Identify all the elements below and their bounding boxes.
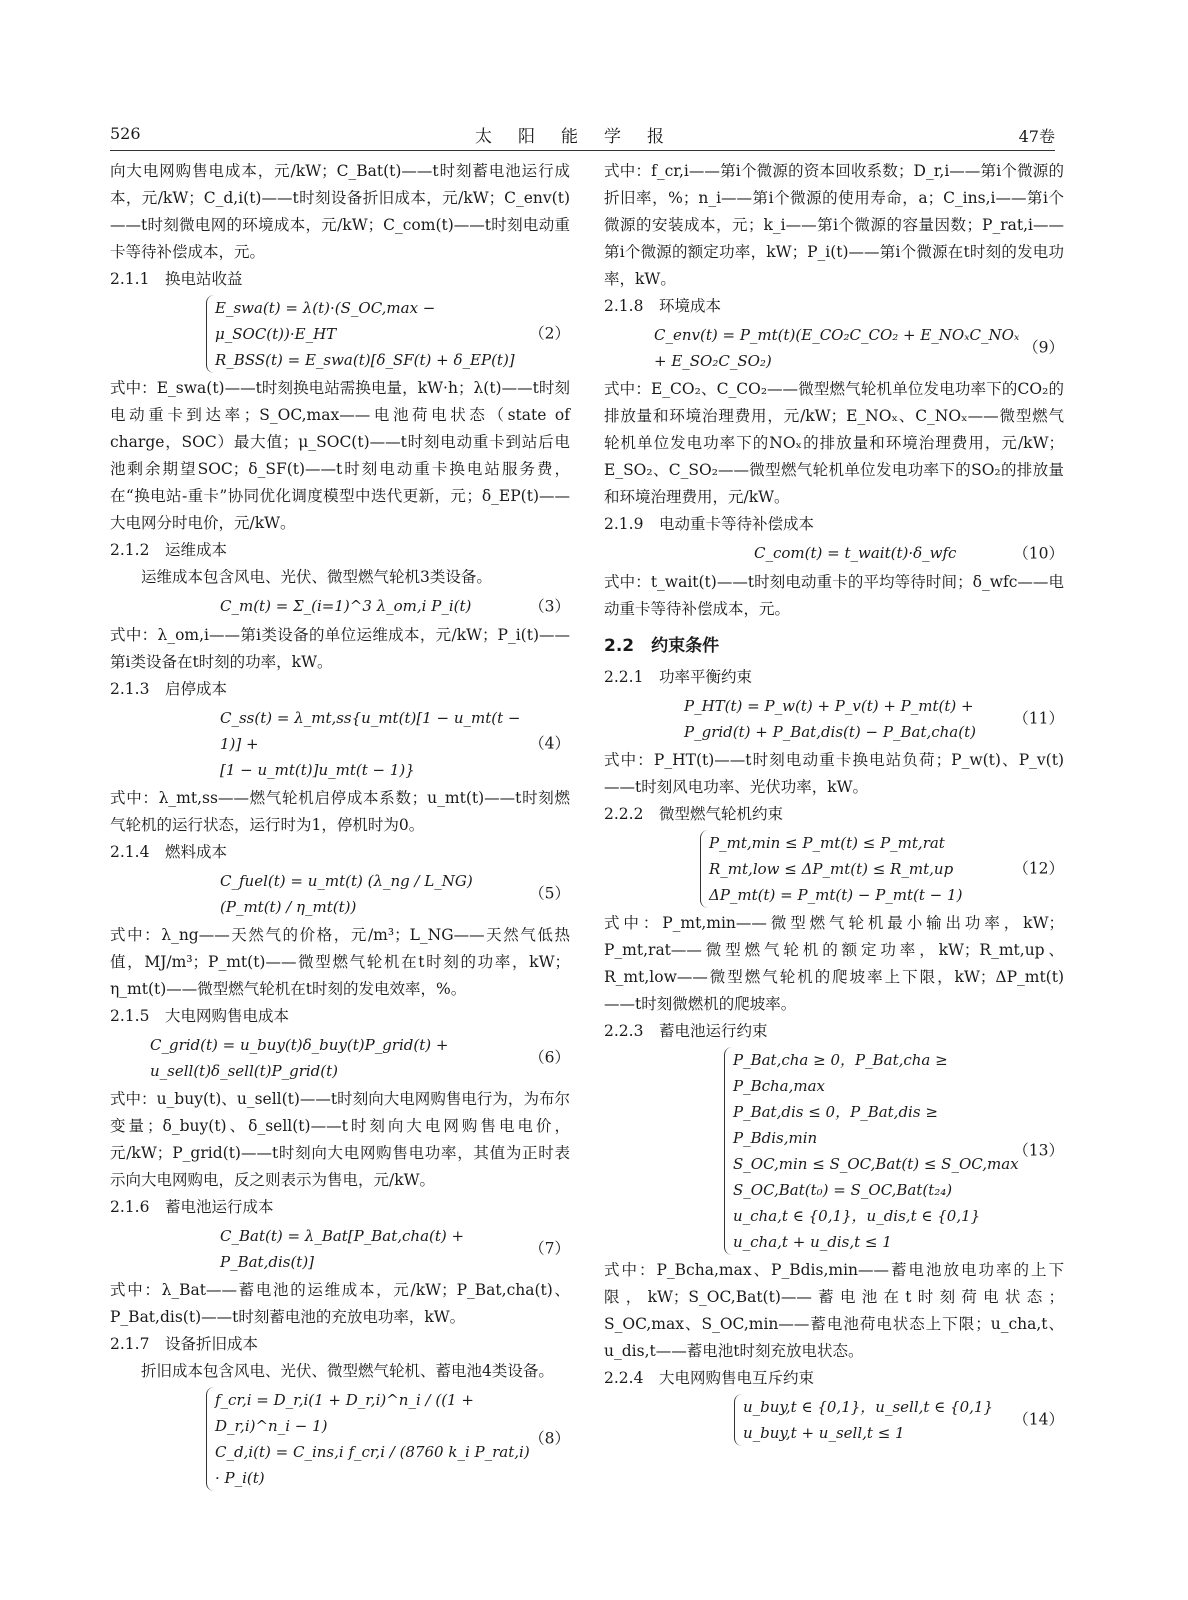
- left-column: [110, 158, 570, 1493]
- equation-body: P_HT(t) = P_w(t) + P_v(t) + P_mt(t) + P_grid(t) + P_Bat,dis(t) − P_Bat,cha(t): [684, 697, 976, 741]
- paragraph: 式中：E_swa(t)——t时刻换电站需换电量，kW·h；λ(t)——t时刻电动重卡到达率；S_OC,max——电池荷电状态（state of charge，SOC）最大值；μ_SOC(t)——t时刻电动重卡到站后电池剩余期望SOC；δ_SF(t)——t时刻电动重卡换电站服务费，在“换电站-重卡”协同优化调度模型中迭代更新，元；δ_EP(t)——大电网分时电价，元/kW。: [110, 379, 570, 532]
- right-column: [604, 158, 1064, 1448]
- equation-number: （14）: [1013, 1410, 1064, 1429]
- equation-9: [604, 322, 1064, 374]
- section-heading-2-1-9: 2.1.9 电动重卡等待补偿成本: [604, 515, 814, 533]
- equation-2: [110, 295, 570, 373]
- equation-body: u_buy,t ∈ {0,1}，u_sell,t ∈ {0,1} u_buy,t + u_sell,t ≤ 1: [734, 1394, 1064, 1446]
- section-heading-2-2-1: 2.2.1 功率平衡约束: [604, 668, 752, 686]
- paragraph: 式中：u_buy(t)、u_sell(t)——t时刻向大电网购售电行为，为布尔变量；δ_buy(t)、δ_sell(t)——t时刻向大电网购售电电价，元/kW；P_grid(t)——t时刻向大电网购售电功率，其值为正时表示向大电网购电，反之则表示为售电，元/kW。: [110, 1090, 570, 1189]
- equation-body: P_mt,min ≤ P_mt(t) ≤ P_mt,rat R_mt,low ≤ ΔP_mt(t) ≤ R_mt,up ΔP_mt(t) = P_mt(t) − P_mt(t − 1): [700, 830, 1064, 908]
- equation-6: [110, 1032, 570, 1084]
- paragraph: 折旧成本包含风电、光伏、微型燃气轮机、蓄电池4类设备。: [141, 1362, 554, 1380]
- page-header: [110, 120, 1055, 151]
- equation-7: [110, 1223, 570, 1275]
- section-heading-2-1-4: 2.1.4 燃料成本: [110, 843, 227, 861]
- paragraph: 向大电网购售电成本，元/kW；C_Bat(t)——t时刻蓄电池运行成本，元/kW；C_d,i(t)——t时刻设备折旧成本，元/kW；C_env(t)——t时刻微电网的环境成本，元/kW；C_com(t)——t时刻电动重卡等待补偿成本，元。: [110, 162, 570, 261]
- equation-14: [604, 1394, 1064, 1446]
- equation-number: （10）: [1013, 544, 1064, 562]
- equation-body: C_com(t) = t_wait(t)·δ_wfc: [754, 544, 957, 562]
- equation-number: （12）: [1013, 859, 1064, 878]
- equation-body: f_cr,i = D_r,i(1 + D_r,i)^n_i / ((1 + D_r,i)^n_i − 1) C_d,i(t) = C_ins,i f_cr,i / (8760 k_i P_rat,i) · P_i(t): [206, 1387, 570, 1491]
- paragraph: 式中：E_CO₂、C_CO₂——微型燃气轮机单位发电功率下的CO₂的排放量和环境治理费用，元/kW；E_NOₓ、C_NOₓ——微型燃气轮机单位发电功率下的NOₓ的排放量和环境治理费用，元/kW；E_SO₂、C_SO₂——微型燃气轮机单位发电功率下的SO₂的排放量和环境治理费用，元/kW。: [604, 380, 1064, 506]
- paragraph: 式中：P_mt,min——微型燃气轮机最小输出功率，kW；P_mt,rat——微型燃气轮机的额定功率，kW；R_mt,up、R_mt,low——微型燃气轮机的爬坡率上下限，kW；ΔP_mt(t)——t时刻微燃机的爬坡率。: [604, 914, 1064, 1013]
- equation-number: （8）: [529, 1429, 570, 1448]
- equation-number: （5）: [529, 884, 570, 903]
- paragraph: 式中：λ_ng——天然气的价格，元/m³；L_NG——天然气低热值，MJ/m³；P_mt(t)——微型燃气轮机在t时刻的功率，kW；η_mt(t)——微型燃气轮机在t时刻的发电效率，%。: [110, 926, 570, 998]
- equation-body: C_env(t) = P_mt(t)(E_CO₂C_CO₂ + E_NOₓC_NOₓ + E_SO₂C_SO₂): [654, 326, 1025, 370]
- section-heading-2-1-3: 2.1.3 启停成本: [110, 680, 227, 698]
- section-heading-2-1-6: 2.1.6 蓄电池运行成本: [110, 1198, 274, 1216]
- paragraph: 式中：λ_om,i——第i类设备的单位运维成本，元/kW；P_i(t)——第i类设备在t时刻的功率，kW。: [110, 626, 570, 671]
- equation-number: （9）: [1023, 338, 1064, 357]
- equation-number: （11）: [1013, 709, 1064, 728]
- equation-body: C_fuel(t) = u_mt(t) (λ_ng / L_NG)(P_mt(t) / η_mt(t)): [220, 872, 473, 916]
- section-heading-2-2-2: 2.2.2 微型燃气轮机约束: [604, 805, 783, 823]
- paragraph: 式中：f_cr,i——第i个微源的资本回收系数；D_r,i——第i个微源的折旧率，%；n_i——第i个微源的使用寿命，a；C_ins,i——第i个微源的安装成本，元；k_i——第i个微源的容量因数；P_rat,i——第i个微源的额定功率，kW；P_i(t)——第i个微源在t时刻的发电功率，kW。: [604, 162, 1064, 288]
- equation-3: [110, 593, 570, 620]
- paragraph: 式中：t_wait(t)——t时刻电动重卡的平均等待时间；δ_wfc——电动重卡等待补偿成本，元。: [604, 573, 1064, 618]
- paragraph: 运维成本包含风电、光伏、微型燃气轮机3类设备。: [141, 568, 492, 586]
- section-heading-2-2-4: 2.2.4 大电网购售电互斥约束: [604, 1369, 814, 1387]
- equation-body: C_ss(t) = λ_mt,ss{u_mt(t)[1 − u_mt(t − 1)] + [1 − u_mt(t)]u_mt(t − 1)}: [220, 709, 521, 779]
- equation-number: （2）: [529, 324, 570, 343]
- equation-body: P_Bat,cha ≥ 0，P_Bat,cha ≥ P_Bcha,max P_Bat,dis ≤ 0，P_Bat,dis ≥ P_Bdis,min S_OC,min ≤ S_OC,Bat(t) ≤ S_OC,max S_OC,Bat(t₀) = S_OC,Bat(t₂₄) u_cha,t ∈ {0,1}，u_dis,t ∈ {0,1} u_cha,t + u_dis,t ≤ 1: [724, 1047, 1064, 1255]
- section-heading-2-2: 2.2 约束条件: [604, 636, 720, 656]
- page-number: 526: [110, 124, 141, 143]
- equation-number: （13）: [1013, 1141, 1064, 1160]
- equation-number: （4）: [529, 734, 570, 753]
- section-heading-2-1-2: 2.1.2 运维成本: [110, 541, 227, 559]
- section-heading-2-1-7: 2.1.7 设备折旧成本: [110, 1335, 258, 1353]
- equation-body: C_grid(t) = u_buy(t)δ_buy(t)P_grid(t) + u_sell(t)δ_sell(t)P_grid(t): [150, 1036, 454, 1080]
- paragraph: 式中：λ_Bat——蓄电池的运维成本，元/kW；P_Bat,cha(t)、P_Bat,dis(t)——t时刻蓄电池的充放电功率，kW。: [110, 1281, 570, 1326]
- equation-number: （6）: [529, 1048, 570, 1067]
- section-heading-2-1-5: 2.1.5 大电网购售电成本: [110, 1007, 289, 1025]
- paragraph: 式中：P_Bcha,max、P_Bdis,min——蓄电池放电功率的上下限，kW；S_OC,Bat(t)——蓄电池在t时刻荷电状态；S_OC,max、S_OC,min——蓄电池荷电状态上下限；u_cha,t、u_dis,t——蓄电池t时刻充放电状态。: [604, 1261, 1064, 1360]
- equation-number: （3）: [529, 597, 570, 615]
- equation-number: （7）: [529, 1239, 570, 1258]
- equation-12: [604, 830, 1064, 908]
- equation-10: [604, 540, 1064, 567]
- section-heading-2-2-3: 2.2.3 蓄电池运行约束: [604, 1022, 768, 1040]
- journal-title: 太阳能学报: [475, 127, 690, 147]
- paragraph: 式中：λ_mt,ss——燃气轮机启停成本系数；u_mt(t)——t时刻燃气轮机的运行状态，运行时为1，停机时为0。: [110, 789, 570, 834]
- equation-4: [110, 705, 570, 783]
- section-heading-2-1-1: 2.1.1 换电站收益: [110, 270, 243, 288]
- equation-13: [604, 1047, 1064, 1255]
- paragraph: 式中：P_HT(t)——t时刻电动重卡换电站负荷；P_w(t)、P_v(t)——t时刻风电功率、光伏功率，kW。: [604, 751, 1064, 796]
- equation-body: C_m(t) = Σ_(i=1)^3 λ_om,i P_i(t): [220, 597, 472, 615]
- volume: 47卷: [1018, 127, 1055, 146]
- equation-body: C_Bat(t) = λ_Bat[P_Bat,cha(t) + P_Bat,dis(t)]: [220, 1227, 469, 1271]
- equation-8: [110, 1387, 570, 1491]
- equation-11: [604, 693, 1064, 745]
- equation-body: E_swa(t) = λ(t)·(S_OC,max − μ_SOC(t))·E_HT R_BSS(t) = E_swa(t)[δ_SF(t) + δ_EP(t)]: [206, 295, 570, 373]
- equation-5: [110, 868, 570, 920]
- section-heading-2-1-8: 2.1.8 环境成本: [604, 297, 721, 315]
